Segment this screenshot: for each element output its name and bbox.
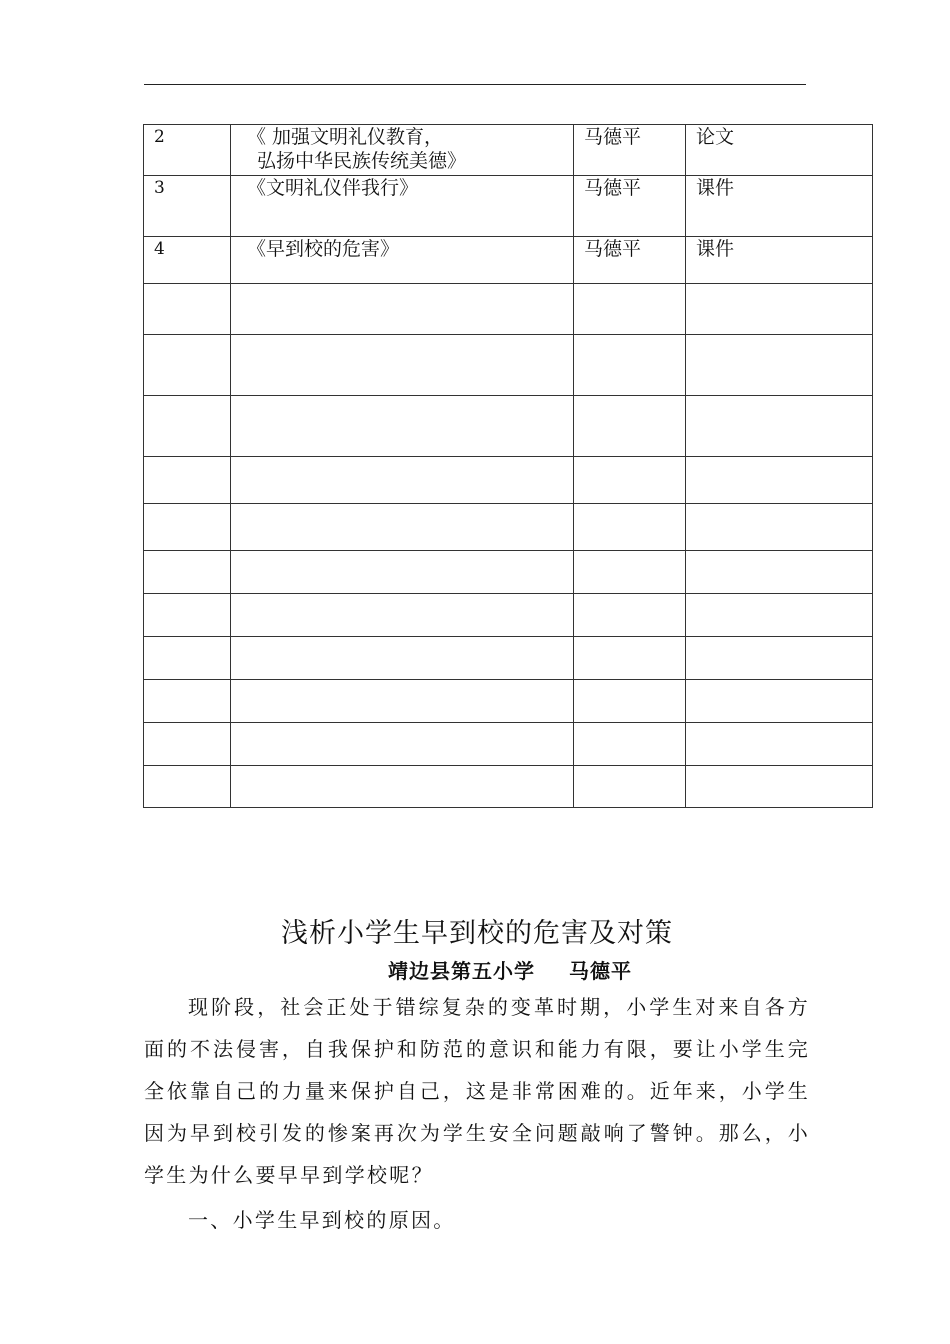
row-number-cell <box>144 504 231 551</box>
records-table <box>143 124 873 808</box>
row-type-cell <box>686 723 873 766</box>
row-author-cell: 马德平 <box>574 237 686 284</box>
row-author-cell <box>574 284 686 335</box>
row-type-cell: 课件 <box>686 176 873 237</box>
row-title-cell <box>231 335 574 396</box>
row-author-cell: 马德平 <box>574 176 686 237</box>
row-title-cell <box>231 457 574 504</box>
row-number-cell <box>144 396 231 457</box>
row-number-cell <box>144 594 231 637</box>
row-author-cell <box>574 766 686 808</box>
table-row <box>144 594 873 637</box>
row-author-cell <box>574 335 686 396</box>
row-title-cell <box>231 680 574 723</box>
row-title-cell <box>231 551 574 594</box>
school-name: 靖边县第五小学 <box>388 959 535 983</box>
row-number-cell: 2 <box>144 125 231 176</box>
row-title-cell <box>231 237 574 284</box>
row-title-cell <box>231 766 574 808</box>
row-author-cell <box>574 594 686 637</box>
row-title-cell <box>231 504 574 551</box>
row-number-cell <box>144 284 231 335</box>
row-author-cell <box>574 551 686 594</box>
row-number-cell: 4 <box>144 237 231 284</box>
table-row <box>144 237 873 284</box>
row-number-cell <box>144 335 231 396</box>
row-number-cell <box>144 766 231 808</box>
row-number-cell <box>144 723 231 766</box>
table-row <box>144 284 873 335</box>
row-type-cell <box>686 457 873 504</box>
author-name: 马德平 <box>569 959 632 983</box>
section-heading: 一、小学生早到校的原因。 <box>188 1208 456 1232</box>
row-author-cell <box>574 637 686 680</box>
row-number-cell <box>144 457 231 504</box>
row-type-cell <box>686 396 873 457</box>
table-row <box>144 504 873 551</box>
row-number-cell <box>144 637 231 680</box>
row-type-cell: 论文 <box>686 125 873 176</box>
row-type-cell <box>686 594 873 637</box>
row-author-cell <box>574 457 686 504</box>
title-line: 弘扬中华民族传统美德》 <box>257 150 467 172</box>
row-author-cell <box>574 680 686 723</box>
table-row <box>144 335 873 396</box>
row-type-cell <box>686 680 873 723</box>
table-row <box>144 723 873 766</box>
table-row <box>144 680 873 723</box>
table-row <box>144 125 873 176</box>
row-type-cell: 课件 <box>686 237 873 284</box>
row-number-cell <box>144 680 231 723</box>
row-author-cell: 马德平 <box>574 125 686 176</box>
title-line: 《文明礼仪伴我行》 <box>247 177 419 199</box>
row-title-cell <box>231 284 574 335</box>
row-title-cell <box>231 396 574 457</box>
row-type-cell <box>686 504 873 551</box>
row-title-cell <box>231 594 574 637</box>
row-author-cell <box>574 723 686 766</box>
row-type-cell <box>686 335 873 396</box>
row-type-cell <box>686 637 873 680</box>
row-title-cell <box>231 637 574 680</box>
row-number-cell: 3 <box>144 176 231 237</box>
table-row <box>144 551 873 594</box>
article-byline <box>388 956 810 986</box>
row-number-cell <box>144 551 231 594</box>
article <box>144 912 810 1244</box>
row-title-cell <box>231 176 574 237</box>
title-line: 《早到校的危害》 <box>247 238 400 260</box>
title-line: 《 加强文明礼仪教育， <box>247 126 444 148</box>
row-type-cell <box>686 766 873 808</box>
header-rule <box>144 84 806 85</box>
article-paragraph: 现阶段，社会正处于错综复杂的变革时期，小学生对来自各方面的不法侵害，自我保护和防范的意识和能力有限，要让小学生完全依靠自己的力量来保护自己，这是非常困难的。近年来，小学生因为早到校引发的惨案再次为学生安全问题敲响了警钟。那么，小学生为什么要早早到学校呢？ <box>144 995 810 1187</box>
table-row <box>144 457 873 504</box>
article-title: 浅析小学生早到校的危害及对策 <box>281 918 673 949</box>
table-row <box>144 176 873 237</box>
row-type-cell <box>686 551 873 594</box>
row-title-cell <box>231 125 574 176</box>
table-row <box>144 396 873 457</box>
records-table-body <box>144 125 873 808</box>
row-author-cell <box>574 504 686 551</box>
row-title-cell <box>231 723 574 766</box>
table-row <box>144 766 873 808</box>
row-type-cell <box>686 284 873 335</box>
row-author-cell <box>574 396 686 457</box>
table-row <box>144 637 873 680</box>
